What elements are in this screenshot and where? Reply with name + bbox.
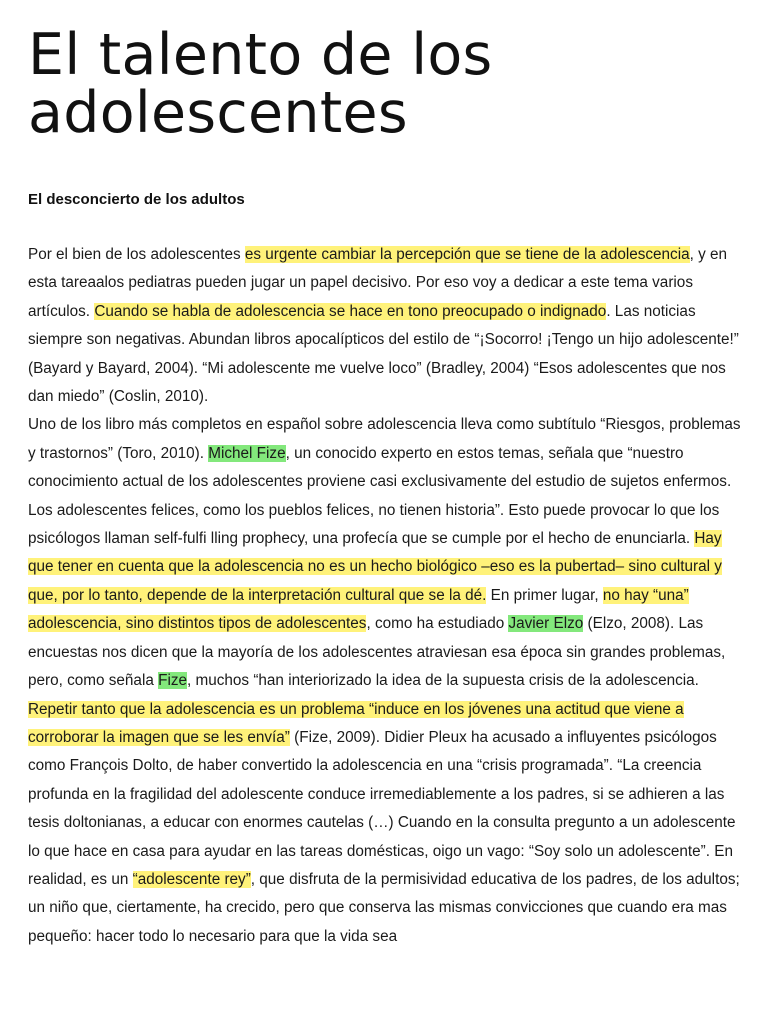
article-body [28, 241, 744, 951]
highlight-green: Michel Fize [208, 444, 286, 462]
text-run: , muchos “han interiorizado la idea de la supuesta crisis de la adolescencia. [187, 672, 699, 690]
text-run: , como ha estudiado [366, 615, 509, 633]
highlight-yellow: no hay “una” adolescencia, sino distintos tipos de adolescentes [28, 586, 689, 633]
paragraph [28, 411, 744, 951]
highlight-yellow: es urgente cambiar la percepción que se tiene de la adolescencia [244, 246, 690, 263]
text-run: En primer lugar, [486, 586, 603, 604]
text-run: , y en esta tareaalos pediatras pueden jugar un papel decisivo. Por eso voy a dedicar a este tema varios artículos. [28, 246, 728, 320]
highlight-green: Fize [158, 672, 188, 690]
highlight-yellow: Repetir tanto que la adolescencia es un problema “induce en los jóvenes una actitud que viene a corroborar la imagen que se les envía” [28, 700, 684, 746]
document-page [28, 0, 744, 951]
text-run: Uno de los libro más completos en español sobre adolescencia lleva como subtítulo “Riesgos, problemas y trastornos” (Toro, 2010). [28, 416, 741, 462]
highlight-green: Javier Elzo [508, 615, 584, 633]
text-run: , un conocido experto en estos temas, señala que “nuestro conocimiento actual de los adolescentes proviene casi exclusivamente del estudio de sujetos enfermos. Los adolescentes felices, como los pueblos felices, no tienen historia”. Esto puede provocar lo que los psicólogos llaman self-fulfi lling prophecy, una profecía que se cumple por el hecho de enunciarla. [28, 444, 732, 548]
text-run: (Elzo, 2008). Las encuestas nos dicen que la mayoría de los adolescentes atraviesan esa época sin grandes problemas, pero, como señala [28, 615, 726, 690]
text-run: Por el bien de los adolescentes [28, 246, 245, 263]
page-title: El talento de los adolescentes [28, 22, 493, 146]
paragraph [28, 241, 744, 411]
text-run: (Fize, 2009). Didier Pleux ha acusado a influyentes psicólogos como François Dolto, de haber convertido la adolescencia en una “crisis programada”. “La creencia profunda en la fragilidad del adolescente conduce irremediablemente a los padres, si se adhieren a las tesis doltonianas, a educar con enormes cautelas (…) Cuando en la consulta pregunto a un adolescente lo que hace en casa para ayudar en las tareas domésticas, oigo un vago: “Soy solo un adolescente”. En realidad, es un [28, 728, 736, 888]
highlight-yellow: Cuando se habla de adolescencia se hace en tono preocupado o indignado [94, 302, 607, 320]
text-run: . Las noticias siempre son negativas. Abundan libros apocalípticos del estilo de “¡Socorro! ¡Tengo un hijo adolescente!” (Bayard y Bayard, 2004). “Mi adolescente me vuelve loco” (Bradley, 2004) “Esos adolescentes que nos dan miedo” (Coslin, 2010). [28, 302, 739, 406]
highlight-yellow: “adolescente rey” [132, 870, 251, 888]
highlight-yellow: Hay que tener en cuenta que la adolescencia no es un hecho biológico –eso es la pubertad– sino cultural y que, por lo tanto, depende de la interpretación cultural que se la dé. [28, 530, 722, 604]
section-subtitle: El desconcierto de los adultos [28, 191, 245, 208]
text-run: , que disfruta de la permisividad educativa de los padres, de los adultos; un niño que, ciertamente, ha crecido, pero que conserva las mismas convicciones que cuando era mas pequeño: hacer todo lo necesario para que la vida sea [28, 870, 740, 945]
